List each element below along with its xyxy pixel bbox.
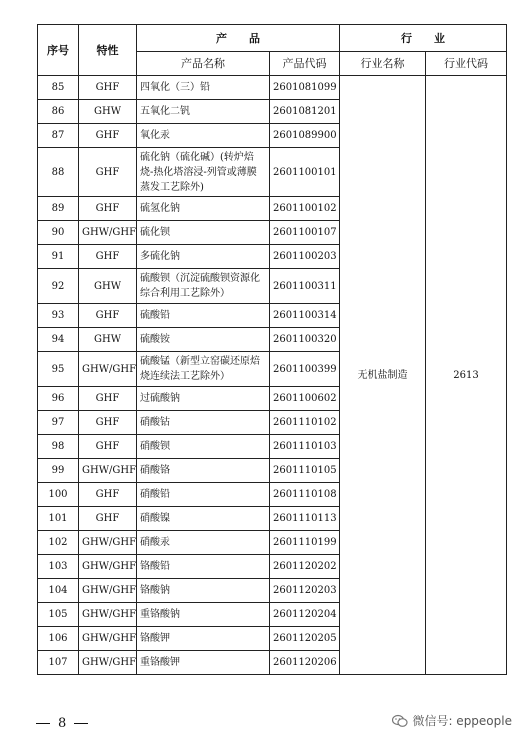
cell-seq: 85 xyxy=(38,76,79,100)
cell-product-code: 2601100107 xyxy=(270,221,340,245)
cell-product-name: 过硫酸钠 xyxy=(137,387,270,411)
cell-product-name: 四氧化（三）铅 xyxy=(137,76,270,100)
cell-product-name: 硫酸锰（新型立窑碳还原焙烧连续法工艺除外） xyxy=(137,352,270,387)
header-trait: 特性 xyxy=(79,25,137,76)
cell-product-code: 2601100311 xyxy=(270,269,340,304)
cell-product-code: 2601110108 xyxy=(270,483,340,507)
cell-product-name: 硫酸钡（沉淀硫酸钡资源化综合利用工艺除外） xyxy=(137,269,270,304)
cell-product-name: 硝酸钡 xyxy=(137,435,270,459)
cell-product-code: 2601089900 xyxy=(270,124,340,148)
wechat-watermark xyxy=(392,712,512,729)
cell-product-code: 2601100602 xyxy=(270,387,340,411)
cell-product-name: 氧化汞 xyxy=(137,124,270,148)
cell-product-code: 2601100102 xyxy=(270,197,340,221)
cell-seq: 87 xyxy=(38,124,79,148)
cell-product-code: 2601110102 xyxy=(270,411,340,435)
cell-industry-name: 无机盐制造 xyxy=(340,76,426,675)
cell-product-name: 五氧化二钒 xyxy=(137,100,270,124)
table-row xyxy=(38,76,507,100)
footer-dash-right xyxy=(74,723,88,725)
header-industry-name: 行业名称 xyxy=(340,52,426,76)
cell-seq: 104 xyxy=(38,579,79,603)
cell-seq: 103 xyxy=(38,555,79,579)
cell-trait: GHF xyxy=(79,148,137,197)
cell-product-name: 硝酸铬 xyxy=(137,459,270,483)
header-product-code: 产品代码 xyxy=(270,52,340,76)
wechat-icon xyxy=(392,714,408,728)
cell-product-name: 多硫化钠 xyxy=(137,245,270,269)
cell-product-code: 2601120206 xyxy=(270,651,340,675)
cell-seq: 98 xyxy=(38,435,79,459)
cell-product-name: 硝酸镍 xyxy=(137,507,270,531)
cell-product-code: 2601081201 xyxy=(270,100,340,124)
cell-trait: GHW xyxy=(79,100,137,124)
cell-trait: GHF xyxy=(79,483,137,507)
cell-trait: GHW xyxy=(79,328,137,352)
header-product-group: 产 品 xyxy=(137,25,340,52)
cell-trait: GHW/GHF xyxy=(79,531,137,555)
cell-trait: GHW/GHF xyxy=(79,627,137,651)
cell-product-name: 硫酸铵 xyxy=(137,328,270,352)
footer-dash-left xyxy=(36,723,50,725)
cell-trait: GHW/GHF xyxy=(79,579,137,603)
cell-seq: 102 xyxy=(38,531,79,555)
watermark-text: 微信号: eppeople xyxy=(412,714,512,728)
cell-trait: GHW/GHF xyxy=(79,221,137,245)
cell-trait: GHF xyxy=(79,197,137,221)
cell-product-name: 硝酸汞 xyxy=(137,531,270,555)
cell-trait: GHF xyxy=(79,411,137,435)
cell-product-code: 2601110113 xyxy=(270,507,340,531)
page-number: 8 xyxy=(58,716,67,731)
cell-seq: 90 xyxy=(38,221,79,245)
page-footer xyxy=(36,716,88,731)
header-seq: 序号 xyxy=(38,25,79,76)
cell-seq: 91 xyxy=(38,245,79,269)
cell-trait: GHF xyxy=(79,76,137,100)
cell-seq: 88 xyxy=(38,148,79,197)
cell-product-name: 重铬酸钾 xyxy=(137,651,270,675)
cell-seq: 86 xyxy=(38,100,79,124)
cell-product-code: 2601120205 xyxy=(270,627,340,651)
cell-seq: 99 xyxy=(38,459,79,483)
cell-trait: GHW/GHF xyxy=(79,603,137,627)
cell-product-name: 硫氢化钠 xyxy=(137,197,270,221)
cell-product-code: 2601120203 xyxy=(270,579,340,603)
cell-industry-code: 2613 xyxy=(426,76,507,675)
cell-product-code: 2601110199 xyxy=(270,531,340,555)
header-industry-group: 行 业 xyxy=(340,25,507,52)
cell-trait: GHW/GHF xyxy=(79,651,137,675)
cell-product-name: 铬酸钠 xyxy=(137,579,270,603)
cell-seq: 100 xyxy=(38,483,79,507)
cell-seq: 94 xyxy=(38,328,79,352)
cell-product-name: 硫酸铅 xyxy=(137,304,270,328)
cell-product-name: 重铬酸钠 xyxy=(137,603,270,627)
header-industry-code: 行业代码 xyxy=(426,52,507,76)
cell-trait: GHW/GHF xyxy=(79,555,137,579)
header-product-name: 产品名称 xyxy=(137,52,270,76)
cell-trait: GHW/GHF xyxy=(79,459,137,483)
cell-product-code: 2601120202 xyxy=(270,555,340,579)
cell-product-name: 硝酸铅 xyxy=(137,483,270,507)
cell-seq: 92 xyxy=(38,269,79,304)
cell-seq: 89 xyxy=(38,197,79,221)
cell-trait: GHF xyxy=(79,435,137,459)
cell-trait: GHF xyxy=(79,304,137,328)
cell-product-code: 2601110105 xyxy=(270,459,340,483)
cell-seq: 101 xyxy=(38,507,79,531)
cell-seq: 105 xyxy=(38,603,79,627)
cell-seq: 93 xyxy=(38,304,79,328)
cell-seq: 107 xyxy=(38,651,79,675)
cell-product-name: 硫化钠（硫化碱）(转炉焙烧-热化塔溶浸-列管或薄膜蒸发工艺除外) xyxy=(137,148,270,197)
cell-trait: GHF xyxy=(79,124,137,148)
cell-product-name: 铬酸钾 xyxy=(137,627,270,651)
product-industry-table xyxy=(37,24,507,675)
cell-product-code: 2601100399 xyxy=(270,352,340,387)
cell-product-name: 铬酸铅 xyxy=(137,555,270,579)
cell-trait: GHW xyxy=(79,269,137,304)
cell-seq: 95 xyxy=(38,352,79,387)
cell-product-code: 2601100320 xyxy=(270,328,340,352)
cell-seq: 97 xyxy=(38,411,79,435)
cell-trait: GHF xyxy=(79,507,137,531)
cell-trait: GHF xyxy=(79,245,137,269)
cell-trait: GHF xyxy=(79,387,137,411)
cell-product-code: 2601100203 xyxy=(270,245,340,269)
cell-product-code: 2601100314 xyxy=(270,304,340,328)
cell-product-code: 2601100101 xyxy=(270,148,340,197)
cell-trait: GHW/GHF xyxy=(79,352,137,387)
cell-product-code: 2601110103 xyxy=(270,435,340,459)
cell-seq: 106 xyxy=(38,627,79,651)
cell-seq: 96 xyxy=(38,387,79,411)
cell-product-code: 2601081099 xyxy=(270,76,340,100)
cell-product-name: 硝酸钴 xyxy=(137,411,270,435)
cell-product-name: 硫化钡 xyxy=(137,221,270,245)
cell-product-code: 2601120204 xyxy=(270,603,340,627)
